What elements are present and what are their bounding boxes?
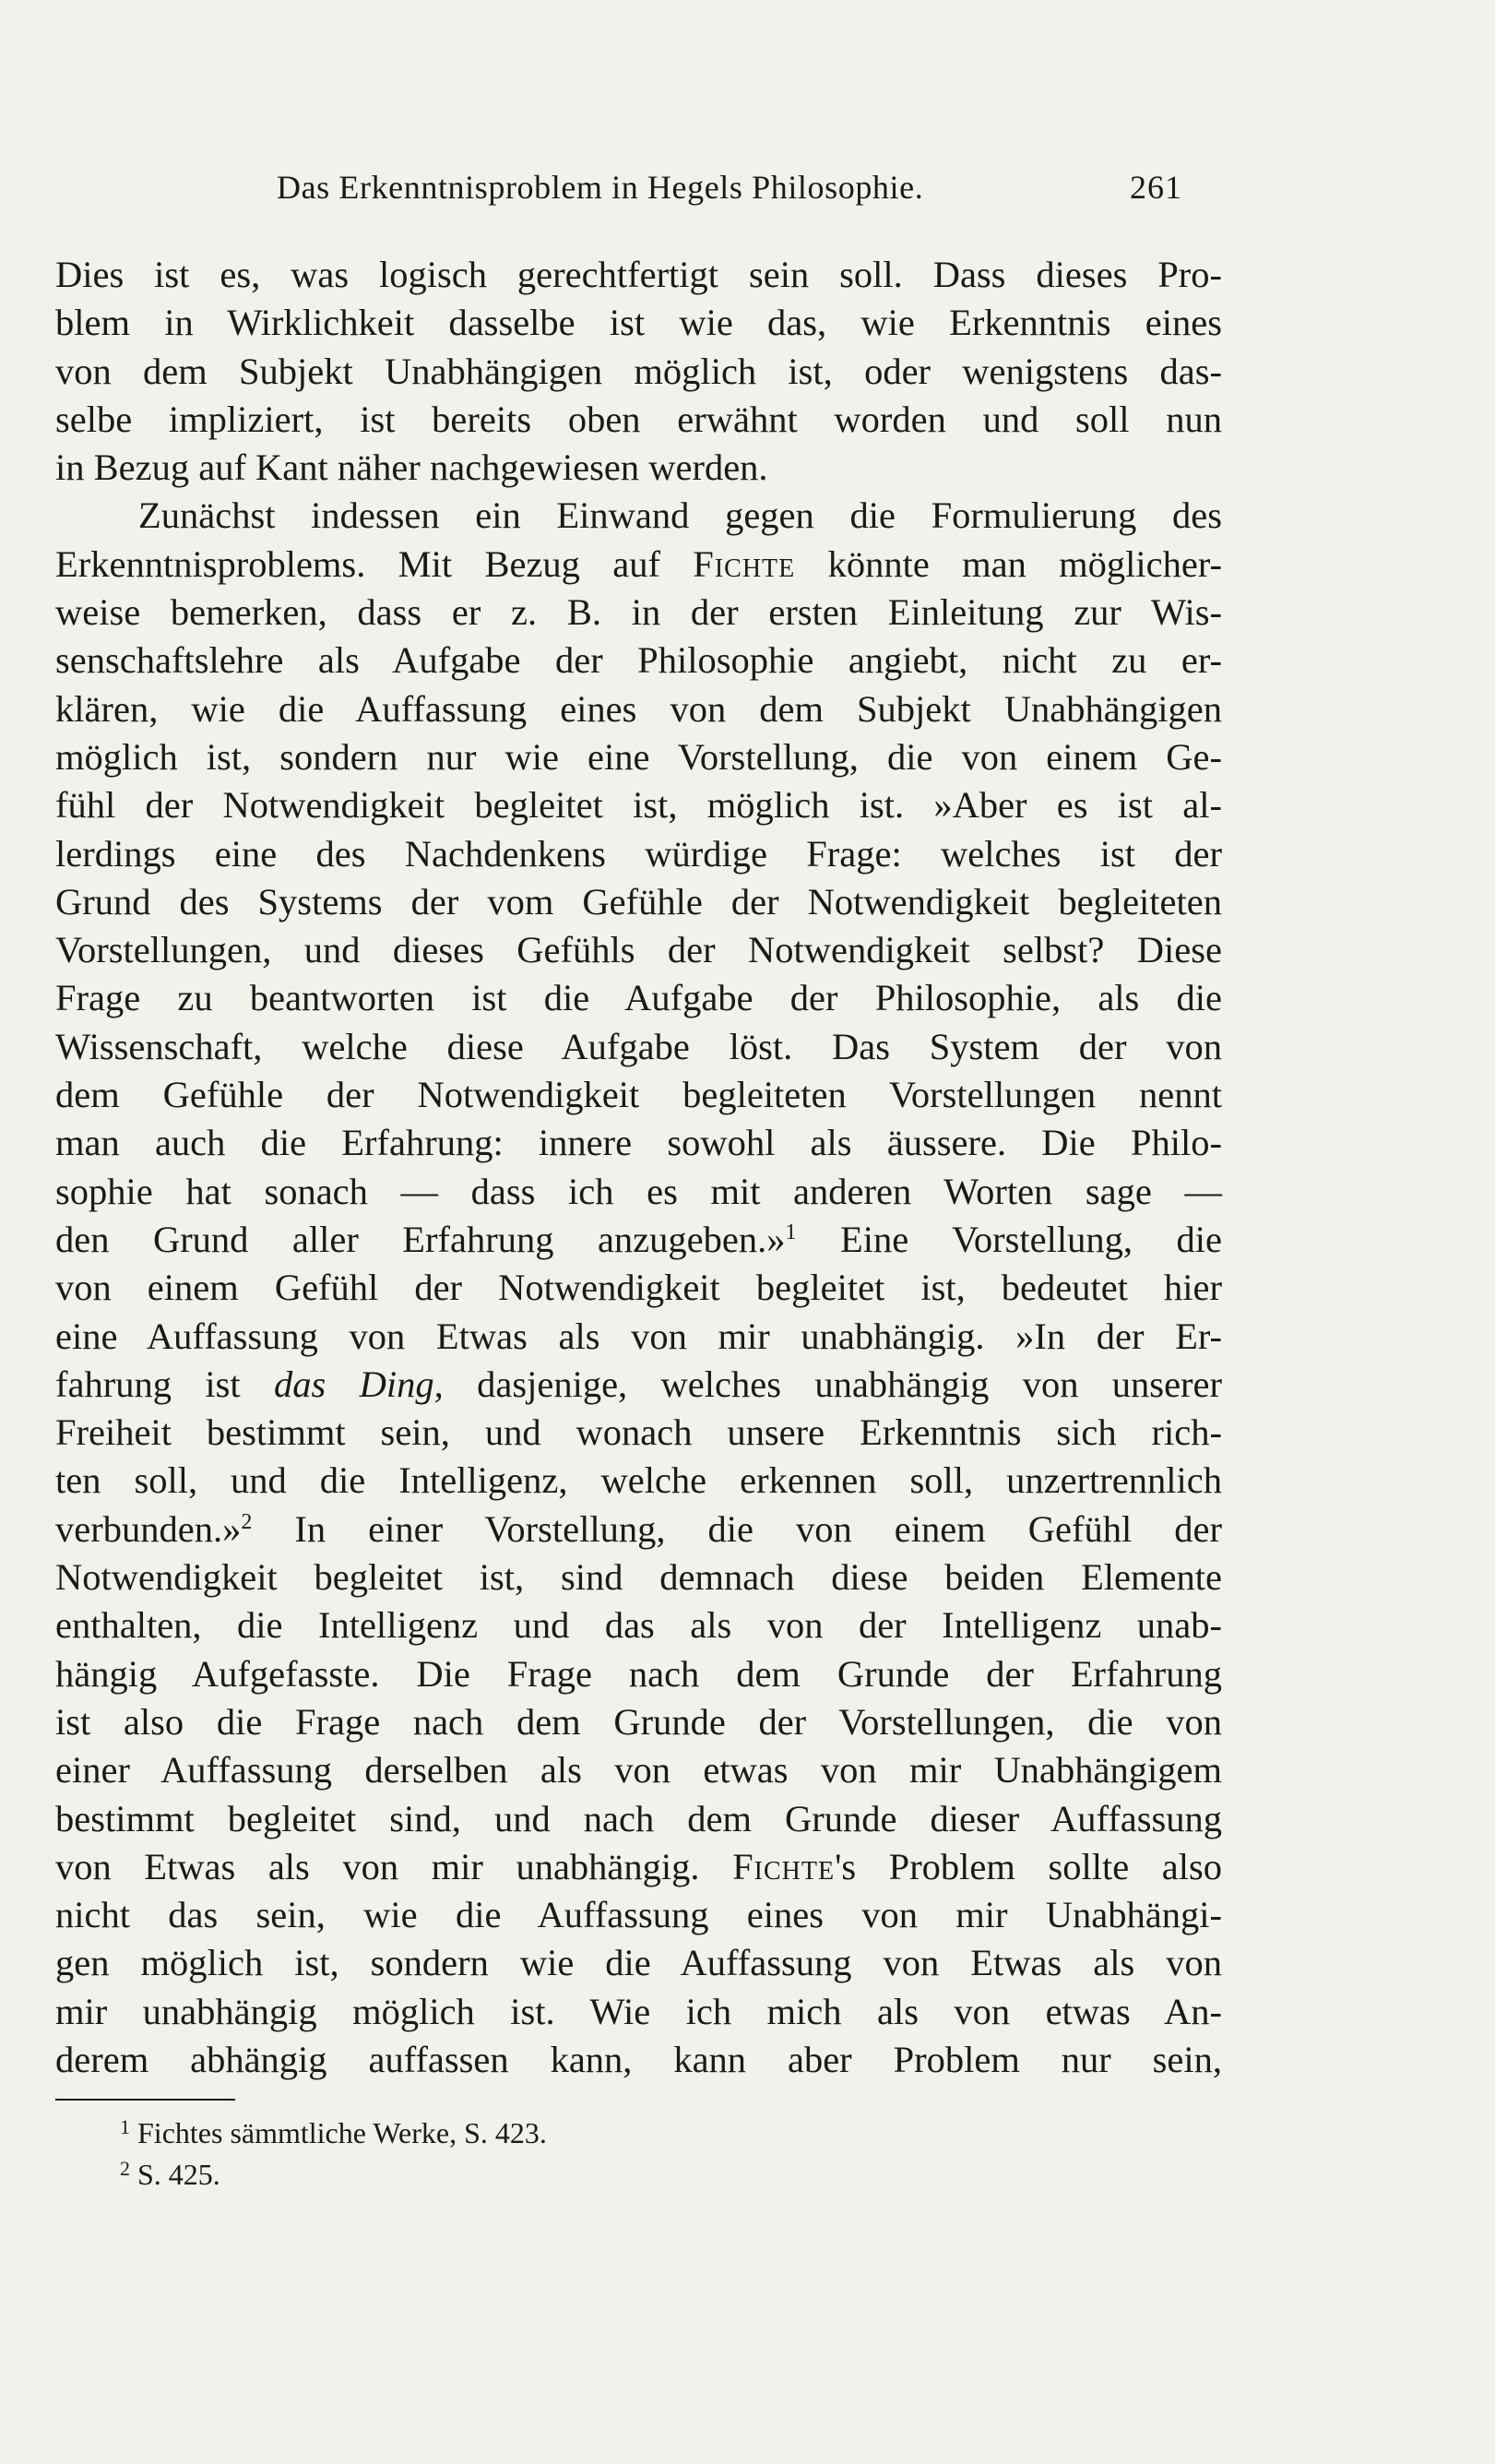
text-line: Dies ist es, was logisch gerechtfertigt sein soll. Dass dieses Pro- — [55, 254, 1222, 295]
text-line: einer Auffassung derselben als von etwas von mir Unabhängigem — [55, 1749, 1222, 1791]
text-fragment: fahrung ist — [55, 1363, 241, 1405]
running-title: Das Erkenntnisproblem in Hegels Philosophie. — [277, 169, 924, 206]
text-line: hängig Aufgefasste. Die Frage nach dem Grunde der Erfahrung — [55, 1652, 1222, 1695]
text-line: selbe impliziert, ist bereits oben erwähnt worden und soll nun — [55, 398, 1222, 440]
text-fragment: 's Problem sollte also — [835, 1845, 1222, 1887]
text-line: sophie hat sonach — dass ich es mit anderen Worten sage — — [55, 1170, 1222, 1212]
text-line: klären, wie die Auffassung eines von dem Subjekt Unabhängigen — [55, 687, 1222, 730]
text-line: Wissenschaft, welche diese Aufgabe löst. Das System der von — [55, 1025, 1222, 1067]
text-line: Frage zu beantworten ist die Aufgabe der Philosophie, als die — [55, 977, 1222, 1019]
page-number: 261 — [1130, 169, 1182, 206]
text-line — [55, 1361, 1222, 1409]
text-line: Notwendigkeit begleitet ist, sind demnach diese beiden Elemente — [55, 1556, 1222, 1599]
footnote-marker: 1 — [785, 1220, 797, 1244]
text-line: von einem Gefühl der Notwendigkeit begleitet ist, bedeutet hier — [55, 1267, 1222, 1309]
text-line: enthalten, die Intelligenz und das als von der Intelligenz unab- — [55, 1604, 1222, 1647]
text-fragment: In einer Vorstellung, die von einem Gefühl der — [294, 1507, 1223, 1550]
text-fragment: dasjenige, welches unabhängig von unserer — [477, 1363, 1222, 1405]
text-line: weise bemerken, dass er z. B. in der ersten Einleitung zur Wis- — [55, 591, 1222, 634]
text-line: bestimmt begleitet sind, und nach dem Grunde dieser Auffassung — [55, 1797, 1222, 1839]
text-line — [55, 1506, 1222, 1553]
text-line: senschaftslehre als Aufgabe der Philosophie angiebt, nicht zu er- — [55, 639, 1222, 682]
text-line: Grund des Systems der vom Gefühle der Notwendigkeit begleiteten — [55, 880, 1222, 923]
text-line: ten soll, und die Intelligenz, welche erkennen soll, unzertrennlich — [55, 1459, 1222, 1502]
text-line — [55, 1216, 1222, 1264]
text-fragment: Eine Vorstellung, die — [839, 1218, 1222, 1260]
text-line — [55, 541, 1222, 589]
text-fragment: könnte man möglicher- — [827, 542, 1223, 585]
text-line: ist also die Frage nach dem Grunde der Vorstellungen, die von — [55, 1700, 1222, 1743]
body-text — [55, 251, 1222, 2084]
text-line: nicht das sein, wie die Auffassung eines von mir Unabhängi- — [55, 1894, 1222, 1936]
text-line: dem Gefühle der Notwendigkeit begleiteten Vorstellungen nennt — [55, 1074, 1222, 1116]
footnote-number: 2 — [120, 2157, 130, 2180]
possessive-fichte — [732, 1846, 1222, 1887]
text-line: eine Auffassung von Etwas als von mir unabhängig. »In der Er- — [55, 1315, 1222, 1357]
footnotes — [120, 2113, 1042, 2196]
text-fragment: den Grund aller Erfahrung anzugeben.» — [55, 1218, 786, 1260]
text-line: Zunächst indessen ein Einwand gegen die Formulierung des — [138, 494, 1222, 537]
footnote-text: S. 425. — [137, 2158, 220, 2191]
text-line: gen möglich ist, sondern wie die Auffassung von Etwas als von — [55, 1942, 1222, 1984]
text-line: blem in Wirklichkeit dasselbe ist wie das, wie Erkenntnis eines — [55, 302, 1222, 344]
footnote-number: 1 — [120, 2115, 130, 2138]
emphasis-das-ding: das Ding, — [273, 1363, 444, 1405]
text-line: mir unabhängig möglich ist. Wie ich mich als von etwas An- — [55, 1990, 1222, 2032]
author-name-fichte: Fichte — [693, 542, 796, 585]
text-line: derem abhängig auffassen kann, kann aber Problem nur sein, — [55, 2038, 1222, 2080]
footnote-rule — [55, 2099, 235, 2101]
footnote-1 — [120, 2113, 1042, 2154]
text-line — [55, 1843, 1222, 1891]
text-line: man auch die Erfahrung: innere sowohl als äussere. Die Philo- — [55, 1122, 1222, 1164]
text-line: möglich ist, sondern nur wie eine Vorstellung, die von einem Ge- — [55, 735, 1222, 778]
footnote-marker: 2 — [241, 1509, 253, 1534]
footnote-2 — [120, 2154, 1042, 2196]
text-line: Freiheit bestimmt sein, und wonach unsere Erkenntnis sich rich- — [55, 1411, 1222, 1454]
running-head — [277, 168, 1182, 207]
footnote-text: Fichtes sämmtliche Werke, S. 423. — [137, 2116, 547, 2149]
text-line: lerdings eine des Nachdenkens würdige Frage: welches ist der — [55, 832, 1222, 875]
text-line: Vorstellungen, und dieses Gefühls der Notwendigkeit selbst? Diese — [55, 929, 1222, 971]
text-line: von dem Subjekt Unabhängigen möglich ist, oder wenigstens das- — [55, 350, 1222, 392]
author-name-fichte: Fichte — [732, 1845, 836, 1887]
text-fragment: von Etwas als von mir unabhängig. — [55, 1845, 700, 1887]
text-line: in Bezug auf Kant näher nachgewiesen werden. — [55, 446, 768, 489]
text-line: fühl der Notwendigkeit begleitet ist, möglich ist. »Aber es ist al- — [55, 784, 1222, 827]
text-fragment: Erkenntnisproblems. Mit Bezug auf — [55, 542, 660, 585]
text-fragment: verbunden.» — [55, 1507, 242, 1550]
